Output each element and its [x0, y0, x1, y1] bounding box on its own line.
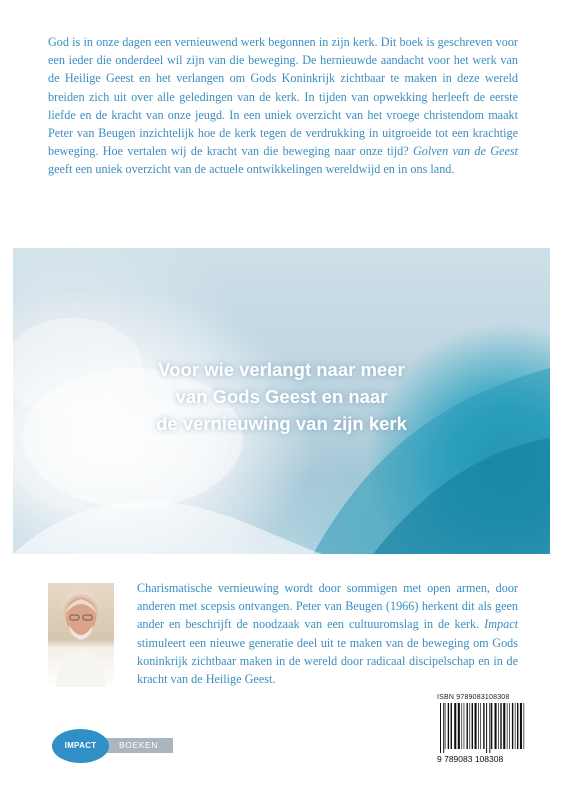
- tagline-line-1: Voor wie verlangt naar meer: [158, 359, 405, 380]
- isbn-label: ISBN 9789083108308: [437, 694, 510, 701]
- author-blurb: [137, 579, 518, 688]
- cover-tagline: [13, 356, 550, 437]
- barcode-digits: 9 789083 108308: [437, 754, 504, 764]
- isbn-barcode-block: [437, 694, 548, 764]
- author-portrait-icon: [48, 583, 114, 687]
- tagline-line-2: van Gods Geest en naar: [175, 386, 388, 407]
- tagline-line-3: de vernieuwing van zijn kerk: [156, 413, 407, 434]
- logo-circle: [52, 729, 109, 763]
- logo-circle-text: IMPACT: [64, 741, 97, 750]
- author-text-part2: stimuleert een nieuwe generatie deel uit te maken van de beweging om Gods koninkrijk zichtbaar maken in de wereld door radicaal discipelschap en in de kracht van de Heilige Geest.: [137, 635, 518, 687]
- author-photo: [48, 583, 114, 687]
- wave-photo: [13, 248, 550, 554]
- intro-blurb: [48, 33, 518, 179]
- imprint-name: Impact: [484, 617, 518, 632]
- intro-text-part1: God is in onze dagen een vernieuwend werk begonnen in zijn kerk. Dit boek is geschreven voor een ieder die onderdeel wil zijn van die beweging. De hernieuwde aandacht voor het werk van de Heilige Geest en het verlangen om Gods Koninkrijk zichtbaar te maken in deze wereld breiden zich uit over alle geledingen van de kerk. In tijden van opwekking herleeft de eerste liefde en de kracht van onze jeugd. In een uniek overzicht van het vroege christendom maakt Peter van Beugen inzichtelijk hoe de kerk tegen de verdrukking in uitgroeide tot een krachtige beweging. Hoe vertalen wij de kracht van die beweging naar onze tijd?: [48, 35, 518, 159]
- publisher-logo: [48, 729, 178, 763]
- barcode: [437, 703, 545, 753]
- book-title-reference: Golven van de Geest: [412, 144, 518, 159]
- author-text-part1: Charismatische vernieuwing wordt door sommigen met open armen, door anderen met scepsis ontvangen. Peter van Beugen (1966) herkent dit als geen ander en beschrijft de noodzaak van een cultuuromslag in de kerk.: [137, 581, 518, 632]
- intro-text-part2: geeft een uniek overzicht van de actuele ontwikkelingen wereldwijd en in ons land.: [48, 162, 455, 177]
- logo-bar-text: BOEKEN: [119, 740, 159, 750]
